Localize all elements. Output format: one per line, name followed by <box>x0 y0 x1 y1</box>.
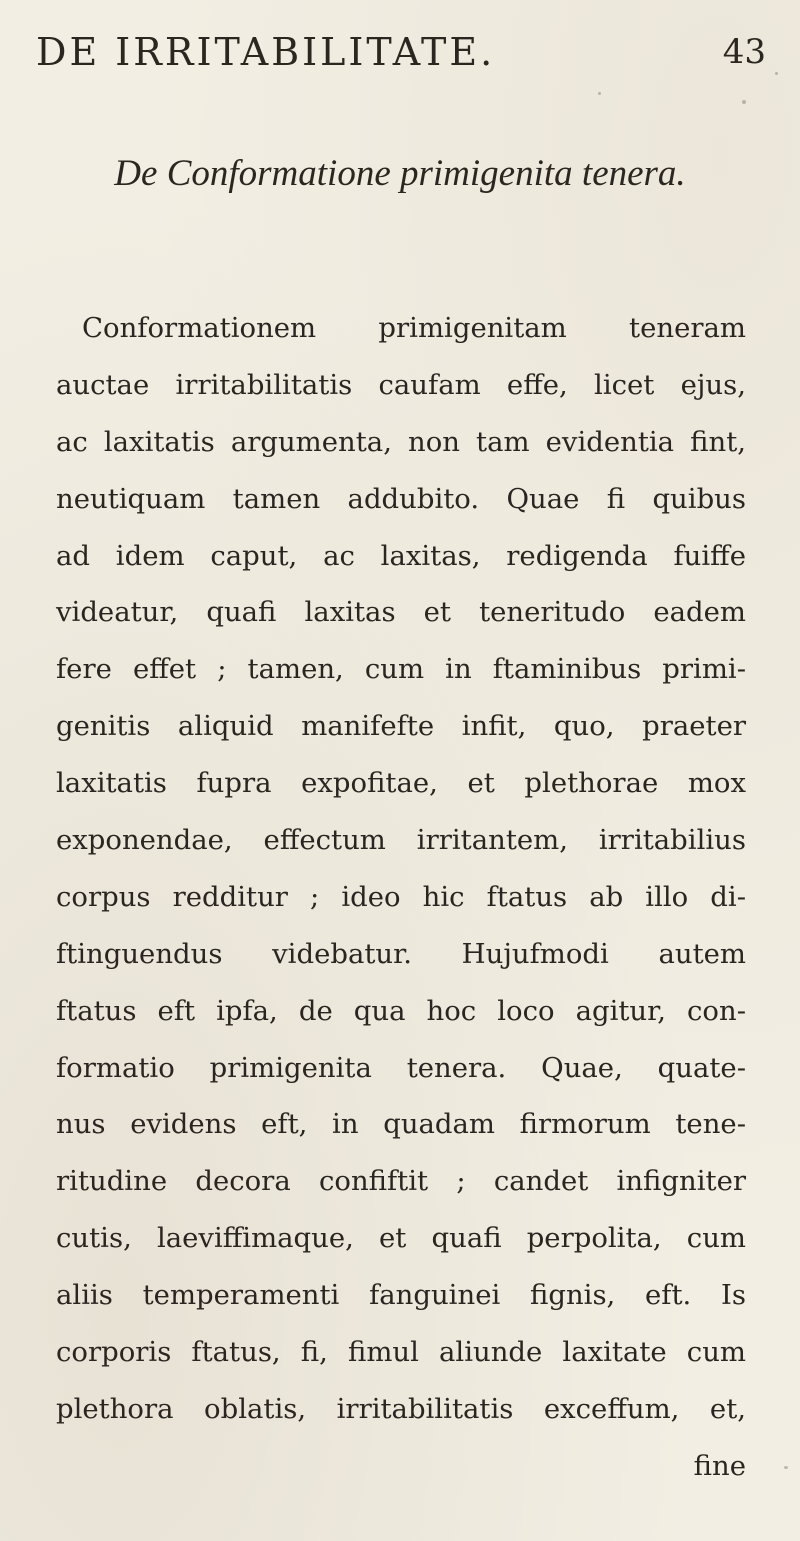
text-line: corporis ftatus, fi, fimul aliunde laxitate cum <box>56 1336 746 1369</box>
paper-speck <box>742 100 746 104</box>
text-line: plethora oblatis, irritabilitatis exceffum, et, <box>56 1392 746 1425</box>
text-line: nus evidens eft, in quadam firmorum tene- <box>56 1108 746 1141</box>
paper-speck <box>784 1466 788 1469</box>
running-head <box>36 30 766 80</box>
text-line: ftinguendus videbatur. Hujufmodi autem <box>56 937 746 970</box>
text-line: ad idem caput, ac laxitas, redigenda fuiffe <box>56 539 746 572</box>
running-title: DE IRRITABILITATE. <box>36 30 496 74</box>
text-line: Conformationem primigenitam teneram <box>82 312 746 344</box>
text-line: auctae irritabilitatis caufam effe, licet ejus, <box>56 368 746 401</box>
text-line: corpus redditur ; ideo hic ftatus ab illo di- <box>56 880 746 913</box>
text-line: ac laxitatis argumenta, non tam evidentia fint, <box>56 425 746 458</box>
text-line: formatio primigenita tenera. Quae, quate- <box>56 1051 746 1084</box>
text-line: aliis temperamenti fanguinei fignis, eft. Is <box>56 1279 746 1312</box>
text-line: ritudine decora confiftit ; candet infigniter <box>56 1165 746 1198</box>
text-line: videatur, quafi laxitas et teneritudo eadem <box>56 596 746 629</box>
text-line: ftatus eft ipfa, de qua hoc loco agitur, con- <box>56 994 746 1027</box>
page-number: 43 <box>722 32 766 72</box>
section-title: De Conformatione primigenita tenera. <box>114 153 686 194</box>
text-line: exponendae, effectum irritantem, irritabilius <box>56 824 746 857</box>
paper-speck <box>775 72 778 75</box>
text-line: fere effet ; tamen, cum in ftaminibus primi- <box>56 653 746 686</box>
text-line: neutiquam tamen addubito. Quae fi quibus <box>56 482 746 515</box>
text-line: laxitatis fupra expofitae, et plethorae mox <box>56 767 746 800</box>
catchword: fine <box>693 1449 746 1482</box>
paper-speck <box>598 92 601 95</box>
text-line: genitis aliquid manifefte infit, quo, praeter <box>56 710 746 743</box>
text-line: cutis, laeviffimaque, et quafi perpolita, cum <box>56 1222 746 1255</box>
body-text <box>56 300 746 1495</box>
